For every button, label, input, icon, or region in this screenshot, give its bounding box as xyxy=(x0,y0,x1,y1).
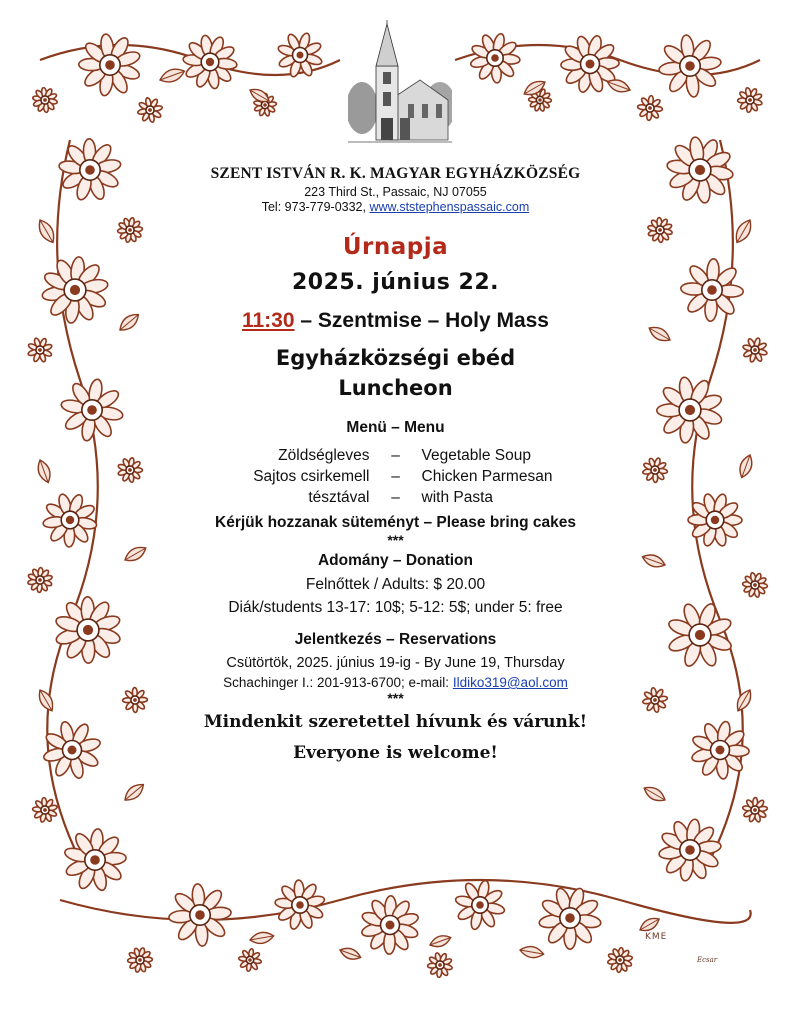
parish-address: 223 Third St., Passaic, NJ 07055 xyxy=(304,185,487,199)
mass-line xyxy=(168,309,623,333)
mass-time: 11:30 xyxy=(241,309,295,332)
leaf-icon xyxy=(641,552,667,570)
menu-item-hu: Zöldségleves xyxy=(278,447,370,464)
small-flower-icon xyxy=(127,947,152,972)
menu-item xyxy=(168,487,623,508)
reservation-deadline: Csütörtök, 2025. június 19-ig - By June 19, Thursday xyxy=(226,655,565,671)
church-drawing xyxy=(348,20,452,148)
flower-icon xyxy=(667,602,733,668)
flower-icon xyxy=(183,34,238,89)
leaf-icon xyxy=(117,310,142,334)
parish-phone: Tel: 973-779-0332, xyxy=(261,200,370,214)
flower-icon xyxy=(41,256,109,324)
email-link[interactable]: Ildiko319@aol.com xyxy=(452,675,568,690)
menu-item xyxy=(168,466,623,487)
parish-name: SZENT ISTVÁN R. K. MAGYAR EGYHÁZKÖZSÉG xyxy=(210,165,581,182)
small-flower-icon xyxy=(742,798,767,823)
small-flower-icon xyxy=(117,457,142,482)
menu-item-hu: Sajtos csirkemell xyxy=(253,468,370,485)
flower-icon xyxy=(666,136,734,204)
flower-icon xyxy=(658,818,721,882)
flower-icon xyxy=(277,32,323,78)
small-flower-icon xyxy=(647,217,672,242)
flower-icon xyxy=(690,720,749,779)
menu-item-en: Chicken Parmesan xyxy=(421,468,553,485)
leaf-icon xyxy=(35,458,53,484)
donation-students: Diák/students 13-17: 10$; 5-12: 5$; under 5: free xyxy=(228,599,563,616)
small-flower-icon xyxy=(27,337,52,362)
menu-item-dash: – xyxy=(391,447,400,464)
luncheon-title-en: Luncheon xyxy=(338,376,453,400)
leaf-icon xyxy=(428,933,452,950)
flyer-content xyxy=(168,163,623,763)
reservation-contact xyxy=(168,675,623,690)
mass-label: – Szentmise – Holy Mass xyxy=(294,309,549,332)
website-link[interactable]: www.ststephenspassaic.com xyxy=(369,200,530,214)
leaf-icon xyxy=(519,945,545,960)
leaf-icon xyxy=(122,780,147,804)
menu-item-en: Vegetable Soup xyxy=(421,447,531,464)
flower-icon xyxy=(538,887,602,950)
flower-icon xyxy=(658,34,721,97)
small-flower-icon xyxy=(117,217,142,242)
leaf-icon xyxy=(35,687,56,713)
leaf-icon xyxy=(733,687,754,713)
menu-item xyxy=(168,445,623,466)
leaf-icon xyxy=(737,453,755,479)
leaf-icon xyxy=(732,217,755,245)
small-flower-icon xyxy=(742,572,767,597)
flower-icon xyxy=(455,880,506,931)
feast-title: Úrnapja xyxy=(342,234,449,260)
flower-icon xyxy=(275,880,326,931)
welcome-en: Everyone is welcome! xyxy=(293,743,498,763)
donation-heading: Adomány – Donation xyxy=(317,552,473,569)
flower-icon xyxy=(360,896,419,955)
welcome-hu: Mindenkit szeretettel hívunk és várunk! xyxy=(203,712,588,732)
bring-cakes-note: Kérjük hozzanak süteményt – Please bring cakes xyxy=(215,514,576,531)
leaf-icon xyxy=(158,66,186,86)
monogram-signature: KME xyxy=(645,932,668,942)
small-flower-icon xyxy=(32,87,57,112)
luncheon-title-hu: Egyházközségi ebéd xyxy=(275,346,516,370)
flower-icon xyxy=(60,378,124,442)
flower-icon xyxy=(681,259,744,322)
leaf-icon xyxy=(642,783,668,804)
luncheon-heading xyxy=(168,343,623,403)
small-flower-icon xyxy=(137,97,162,122)
small-flower-icon xyxy=(637,95,662,120)
small-flower-icon xyxy=(27,567,52,592)
flower-icon xyxy=(657,376,724,444)
leaf-icon xyxy=(122,543,148,564)
menu-item-hu: tésztával xyxy=(308,489,370,506)
leaf-icon xyxy=(249,931,275,946)
flower-icon xyxy=(63,828,126,891)
flower-icon xyxy=(168,883,231,946)
event-date: 2025. június 22. xyxy=(291,270,500,295)
small-flower-icon xyxy=(123,688,148,713)
menu-item-dash: – xyxy=(391,489,400,506)
small-flower-icon xyxy=(238,948,261,971)
flower-icon xyxy=(54,597,121,664)
menu-item-en: with Pasta xyxy=(421,489,494,506)
menu-list xyxy=(168,445,623,508)
small-flower-icon xyxy=(32,797,57,822)
small-flower-icon xyxy=(607,947,632,972)
reservations-heading: Jelentkezés – Reservations xyxy=(294,631,497,648)
section-separator: *** xyxy=(387,690,404,706)
small-flower-icon xyxy=(737,87,762,112)
leaf-icon xyxy=(647,323,673,344)
flower-icon xyxy=(79,33,142,96)
small-flower-icon xyxy=(642,457,667,482)
flower-icon xyxy=(58,139,121,202)
leaf-icon xyxy=(338,945,362,962)
small-flower-icon xyxy=(427,952,452,977)
parish-contact-line xyxy=(168,200,623,214)
artist-signature: Ecsar xyxy=(697,956,718,964)
menu-heading: Menü – Menu xyxy=(346,419,445,436)
section-separator: *** xyxy=(387,532,404,548)
small-flower-icon xyxy=(742,337,767,362)
menu-item-dash: – xyxy=(391,468,400,485)
flower-icon xyxy=(470,33,521,84)
small-flower-icon xyxy=(642,687,667,712)
donation-adults: Felnőttek / Adults: $ 20.00 xyxy=(305,576,486,593)
leaf-icon xyxy=(35,217,58,245)
flower-icon xyxy=(42,493,97,547)
reservation-phone: Schachinger I.: 201-913-6700; e-mail: xyxy=(223,675,453,690)
